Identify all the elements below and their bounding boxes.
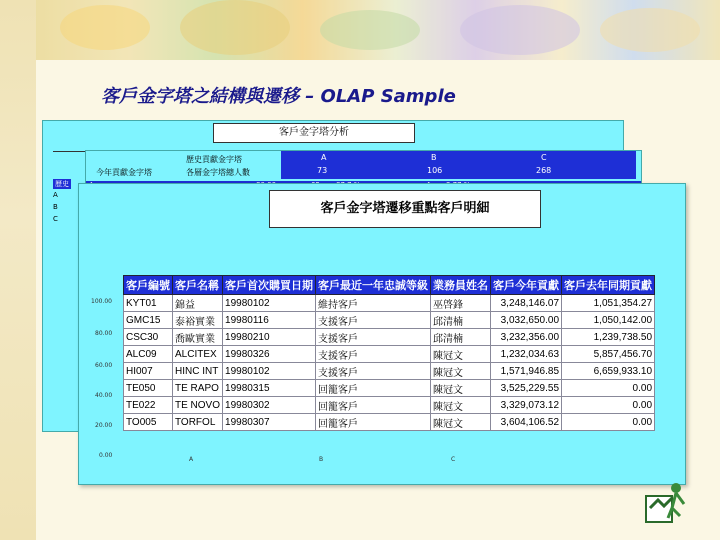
table-cell: KYT01	[124, 295, 173, 312]
banner-shape	[60, 5, 150, 50]
sheet-migration-details[interactable]	[78, 183, 686, 485]
table-cell: 喬歐實業	[173, 329, 223, 346]
banner-shape	[600, 8, 700, 52]
table-cell: TE NOVO	[173, 397, 223, 414]
col-customer-name[interactable]: 客戶名稱	[173, 276, 223, 295]
count-b: 106	[427, 166, 443, 175]
sheet1-side-b: B	[53, 203, 58, 211]
banner-shape	[460, 5, 580, 55]
sheet1-side-c: C	[53, 215, 58, 223]
table-cell: 陳冠文	[431, 380, 491, 397]
table-cell: TE050	[124, 380, 173, 397]
table-cell: TO005	[124, 414, 173, 431]
table-cell: TORFOL	[173, 414, 223, 431]
x-tick: A	[189, 456, 194, 463]
table-cell: TE RAPO	[173, 380, 223, 397]
y-tick: 100.00	[91, 298, 112, 305]
col-this-year[interactable]: 客戶今年貢獻	[491, 276, 562, 295]
y-tick: 0.00	[99, 452, 113, 459]
col-salesperson[interactable]: 業務員姓名	[431, 276, 491, 295]
sheet1-side-a: A	[53, 191, 58, 199]
table-cell: 0.00	[562, 414, 655, 431]
col-a-label: A	[321, 153, 327, 162]
y-tick: 80.00	[95, 330, 113, 337]
table-cell: 19980116	[223, 312, 316, 329]
banner-shape	[180, 0, 290, 55]
table-cell: 泰裕實業	[173, 312, 223, 329]
table-cell: 支援客戶	[316, 363, 431, 380]
table-row[interactable]	[124, 312, 655, 329]
table-header-row	[124, 276, 655, 295]
nav-figure-icon[interactable]	[642, 478, 690, 526]
sheet1-title: 客戶金字塔分析	[213, 123, 415, 143]
table-cell: 巫啓鋒	[431, 295, 491, 312]
table-cell: 陳冠文	[431, 363, 491, 380]
col-customer-id[interactable]: 客戶編號	[124, 276, 173, 295]
y-tick: 40.00	[95, 392, 113, 399]
table-cell: 1,239,738.50	[562, 329, 655, 346]
sheet2-row-label: 今年貢獻金字塔	[96, 168, 152, 177]
table-row[interactable]	[124, 363, 655, 380]
table-cell: 3,248,146.07	[491, 295, 562, 312]
sheet2-header-left: 歷史貢獻金字塔	[186, 155, 242, 164]
table-cell: 19980315	[223, 380, 316, 397]
table-cell: 1,571,946.85	[491, 363, 562, 380]
table-cell: 0.00	[562, 397, 655, 414]
table-cell: 回籠客戶	[316, 380, 431, 397]
table-cell: 3,232,356.00	[491, 329, 562, 346]
col-loyalty-level[interactable]: 客戶最近一年忠誠等級	[316, 276, 431, 295]
y-tick: 20.00	[95, 422, 113, 429]
table-row[interactable]	[124, 329, 655, 346]
table-cell: 19980302	[223, 397, 316, 414]
sheet3-title: 客戶金字塔遷移重點客戶明細	[269, 190, 541, 228]
y-tick: 60.00	[95, 362, 113, 369]
table-cell: 回籠客戶	[316, 397, 431, 414]
left-decorative-strip	[0, 0, 36, 540]
table-cell: 陳冠文	[431, 346, 491, 363]
migration-detail-table	[123, 275, 655, 431]
table-cell: 0.00	[562, 380, 655, 397]
table-cell: 邱清楠	[431, 312, 491, 329]
table-cell: GMC15	[124, 312, 173, 329]
col-last-year[interactable]: 客戶去年同期貢獻	[562, 276, 655, 295]
banner-shape	[320, 10, 420, 50]
table-cell: HINC INT	[173, 363, 223, 380]
table-cell: 回籠客戶	[316, 414, 431, 431]
slide-title: 客戶金字塔之結構與遷移 – OLAP Sample	[101, 86, 456, 107]
top-decorative-banner	[0, 0, 720, 60]
count-c: 268	[536, 166, 552, 175]
table-cell: 邱清楠	[431, 329, 491, 346]
table-cell: 維持客戶	[316, 295, 431, 312]
table-cell: 19980210	[223, 329, 316, 346]
table-cell: ALC09	[124, 346, 173, 363]
table-cell: ALCITEX	[173, 346, 223, 363]
table-cell: 19980326	[223, 346, 316, 363]
table-cell: 19980102	[223, 363, 316, 380]
table-row[interactable]	[124, 397, 655, 414]
col-first-purchase[interactable]: 客戶首次購買日期	[223, 276, 316, 295]
table-cell: TE022	[124, 397, 173, 414]
sheet2-header-sub: 各層金字塔總人數	[186, 168, 250, 177]
table-cell: HI007	[124, 363, 173, 380]
col-b-label: B	[431, 153, 437, 162]
table-cell: 3,329,073.12	[491, 397, 562, 414]
table-cell: 3,604,106.52	[491, 414, 562, 431]
table-cell: 陳冠文	[431, 414, 491, 431]
sheet1-side-label: 歷史	[55, 180, 69, 188]
table-cell: 支援客戶	[316, 329, 431, 346]
table-row[interactable]	[124, 380, 655, 397]
table-cell: 陳冠文	[431, 397, 491, 414]
table-cell: 支援客戶	[316, 346, 431, 363]
table-cell: 支援客戶	[316, 312, 431, 329]
table-cell: 19980102	[223, 295, 316, 312]
x-tick: C	[451, 456, 456, 463]
table-cell: CSC30	[124, 329, 173, 346]
table-cell: 錦益	[173, 295, 223, 312]
table-cell: 19980307	[223, 414, 316, 431]
table-cell: 1,232,034.63	[491, 346, 562, 363]
table-row[interactable]	[124, 346, 655, 363]
count-a: 73	[317, 166, 328, 175]
table-cell: 1,050,142.00	[562, 312, 655, 329]
table-row[interactable]	[124, 295, 655, 312]
col-c-label: C	[541, 153, 547, 162]
table-cell: 1,051,354.27	[562, 295, 655, 312]
table-row[interactable]	[124, 414, 655, 431]
sheet2-header-bar	[281, 151, 636, 179]
x-tick: B	[319, 456, 324, 463]
table-cell: 6,659,933.10	[562, 363, 655, 380]
table-cell: 5,857,456.70	[562, 346, 655, 363]
table-cell: 3,525,229.55	[491, 380, 562, 397]
table-cell: 3,032,650.00	[491, 312, 562, 329]
